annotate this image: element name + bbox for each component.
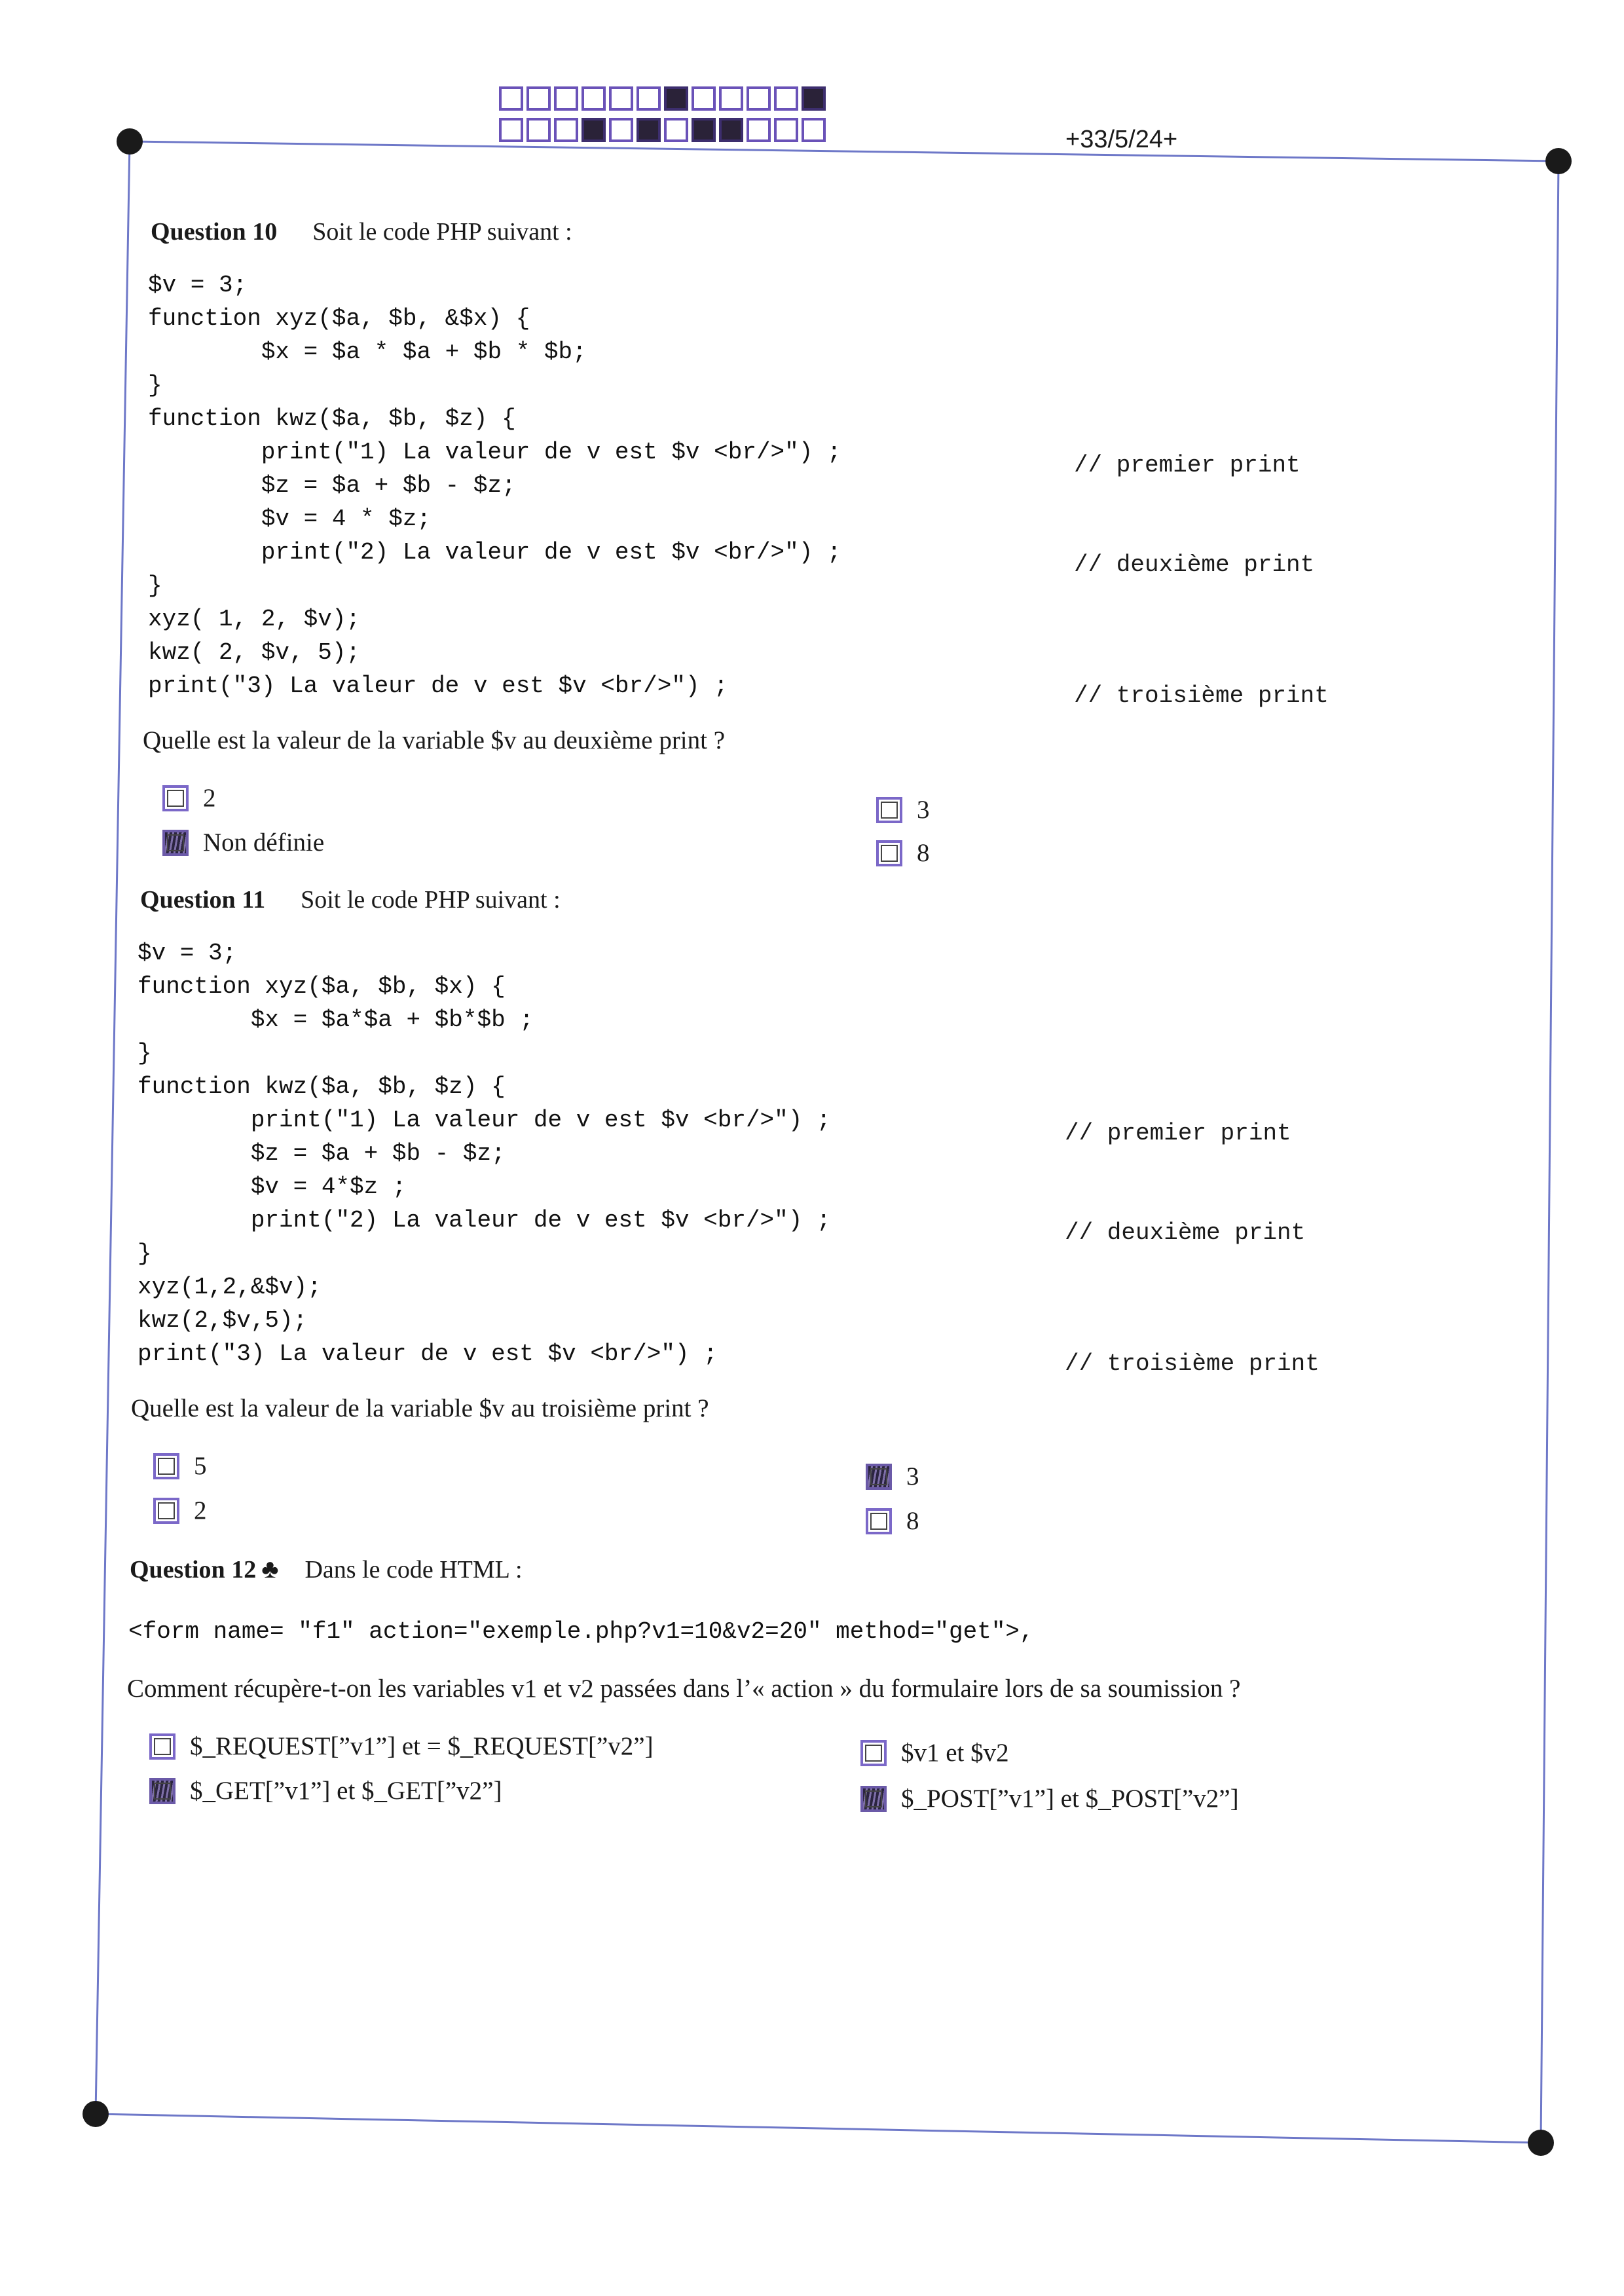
- option-label: $v1 et $v2: [901, 1739, 1009, 1767]
- question-label: Question 11: [140, 886, 266, 914]
- barcode-cell-empty: [554, 118, 578, 142]
- answer-option[interactable]: [876, 795, 930, 824]
- checkbox[interactable]: [153, 1498, 179, 1524]
- answer-option[interactable]: [866, 1506, 919, 1536]
- barcode-cell-filled: [802, 86, 826, 111]
- barcode-cell-empty: [802, 118, 826, 142]
- question-12-header: [130, 1553, 523, 1584]
- option-label: 2: [194, 1496, 207, 1525]
- barcode-cell-empty: [747, 86, 771, 111]
- question-11-prompt: Quelle est la valeur de la variable $v au troisième print ?: [131, 1394, 709, 1422]
- comment-premier-print: // premier print: [1074, 452, 1301, 479]
- sheet-id: +33/5/24+: [1065, 126, 1178, 153]
- option-label: 8: [906, 1507, 919, 1535]
- question-10-prompt: Quelle est la valeur de la variable $v au deuxième print ?: [143, 726, 726, 754]
- comment-premier-print: // premier print: [1065, 1120, 1291, 1147]
- checkbox-checked[interactable]: [149, 1778, 175, 1804]
- checkbox[interactable]: [866, 1508, 892, 1534]
- answer-option[interactable]: [149, 1776, 502, 1805]
- question-11-header: [140, 885, 561, 914]
- barcode-cell-empty: [664, 118, 688, 142]
- barcode-cell-empty: [609, 86, 633, 111]
- question-label: Question 10: [151, 218, 278, 246]
- comment-deuxieme-print: // deuxième print: [1074, 551, 1315, 578]
- checkbox[interactable]: [876, 797, 902, 823]
- barcode-cell-filled: [581, 118, 606, 142]
- answer-option[interactable]: [149, 1731, 654, 1761]
- answer-option[interactable]: [153, 1496, 207, 1525]
- barcode-cell-filled: [719, 118, 743, 142]
- question-12-prompt: Comment récupère-t-on les variables v1 et v2 passées dans l’« action » du formulaire lors de sa soumission ?: [127, 1675, 1241, 1703]
- question-intro: Soit le code PHP suivant :: [312, 218, 572, 246]
- checkbox[interactable]: [149, 1733, 175, 1760]
- option-label: Non définie: [203, 828, 325, 857]
- option-label: $_REQUEST[”v1”] et = $_REQUEST[”v2”]: [190, 1732, 654, 1760]
- corner-mark-top-left: [117, 128, 143, 155]
- corner-mark-top-right: [1545, 148, 1572, 174]
- corner-mark-bottom-left: [83, 2101, 109, 2127]
- checkbox-checked[interactable]: [162, 830, 189, 856]
- answer-option[interactable]: [866, 1462, 919, 1491]
- comment-troisieme-print: // troisième print: [1074, 682, 1329, 709]
- checkbox-checked[interactable]: [860, 1786, 887, 1812]
- barcode-cell-empty: [637, 86, 661, 111]
- barcode-cell-empty: [526, 118, 551, 142]
- barcode-cell-filled: [664, 86, 688, 111]
- answer-option[interactable]: [162, 783, 216, 813]
- question-11-code: $v = 3; function xyz($a, $b, $x) { $x = $a*$a + $b*$b ; } function kwz($a, $b, $z) { print("1) La valeur de v est $v <br/>") ; $z = $a + $b - $z; $v = 4*$z ; print("2) La valeur de v est $v <br/>") ; } xyz(1,2,&$v); kwz(2,$v,5); print("3) La valeur de v est $v <br/>") ;: [138, 940, 831, 1367]
- comment-deuxieme-print: // deuxième print: [1065, 1219, 1306, 1246]
- barcode-row-1: [499, 86, 829, 111]
- option-label: 8: [917, 839, 930, 867]
- question-10-header: [151, 217, 572, 246]
- option-label: $_GET[”v1”] et $_GET[”v2”]: [190, 1777, 502, 1805]
- checkbox-checked[interactable]: [866, 1464, 892, 1490]
- barcode-cell-empty: [692, 86, 716, 111]
- option-label: 2: [203, 784, 216, 812]
- question-intro: Dans le code HTML :: [304, 1556, 523, 1583]
- question-12-code: <form name= "f1" action="exemple.php?v1=10&v2=20" method="get">,: [128, 1618, 1034, 1645]
- barcode-cell-empty: [499, 118, 523, 142]
- barcode-cell-empty: [774, 118, 798, 142]
- checkbox[interactable]: [876, 840, 902, 866]
- checkbox[interactable]: [162, 785, 189, 811]
- answer-option[interactable]: [162, 828, 324, 857]
- checkbox[interactable]: [860, 1740, 887, 1766]
- answer-option[interactable]: [876, 838, 930, 868]
- comment-troisieme-print: // troisième print: [1065, 1350, 1320, 1377]
- option-label: $_POST[”v1”] et $_POST[”v2”]: [901, 1785, 1239, 1813]
- question-label: Question 12 ♣: [130, 1554, 279, 1583]
- barcode-row-2: [499, 118, 829, 142]
- barcode-cell-empty: [719, 86, 743, 111]
- barcode-cell-empty: [774, 86, 798, 111]
- answer-option[interactable]: [860, 1738, 1009, 1768]
- barcode-cell-empty: [526, 86, 551, 111]
- corner-mark-bottom-right: [1528, 2130, 1554, 2156]
- answer-option[interactable]: [860, 1784, 1239, 1813]
- club-icon: ♣: [261, 1554, 279, 1583]
- option-label: 5: [194, 1452, 207, 1480]
- barcode-cell-empty: [581, 86, 606, 111]
- checkbox[interactable]: [153, 1453, 179, 1479]
- barcode-cell-empty: [747, 118, 771, 142]
- answer-option[interactable]: [153, 1451, 207, 1481]
- question-intro: Soit le code PHP suivant :: [301, 886, 561, 914]
- option-label: 3: [906, 1462, 919, 1491]
- barcode-cell-empty: [609, 118, 633, 142]
- barcode-cell-empty: [554, 86, 578, 111]
- barcode-cell-filled: [692, 118, 716, 142]
- barcode-cell-empty: [499, 86, 523, 111]
- option-label: 3: [917, 796, 930, 824]
- question-10-code: $v = 3; function xyz($a, $b, &$x) { $x = $a * $a + $b * $b; } function kwz($a, $b, $z) { print("1) La valeur de v est $v <br/>") ; $z = $a + $b - $z; $v = 4 * $z; print("2) La valeur de v est $v <br/>") ; } xyz( 1, 2, $v); kwz( 2, $v, 5); print("3) La valeur de v est $v <br/>") ;: [148, 272, 841, 699]
- barcode-cell-filled: [637, 118, 661, 142]
